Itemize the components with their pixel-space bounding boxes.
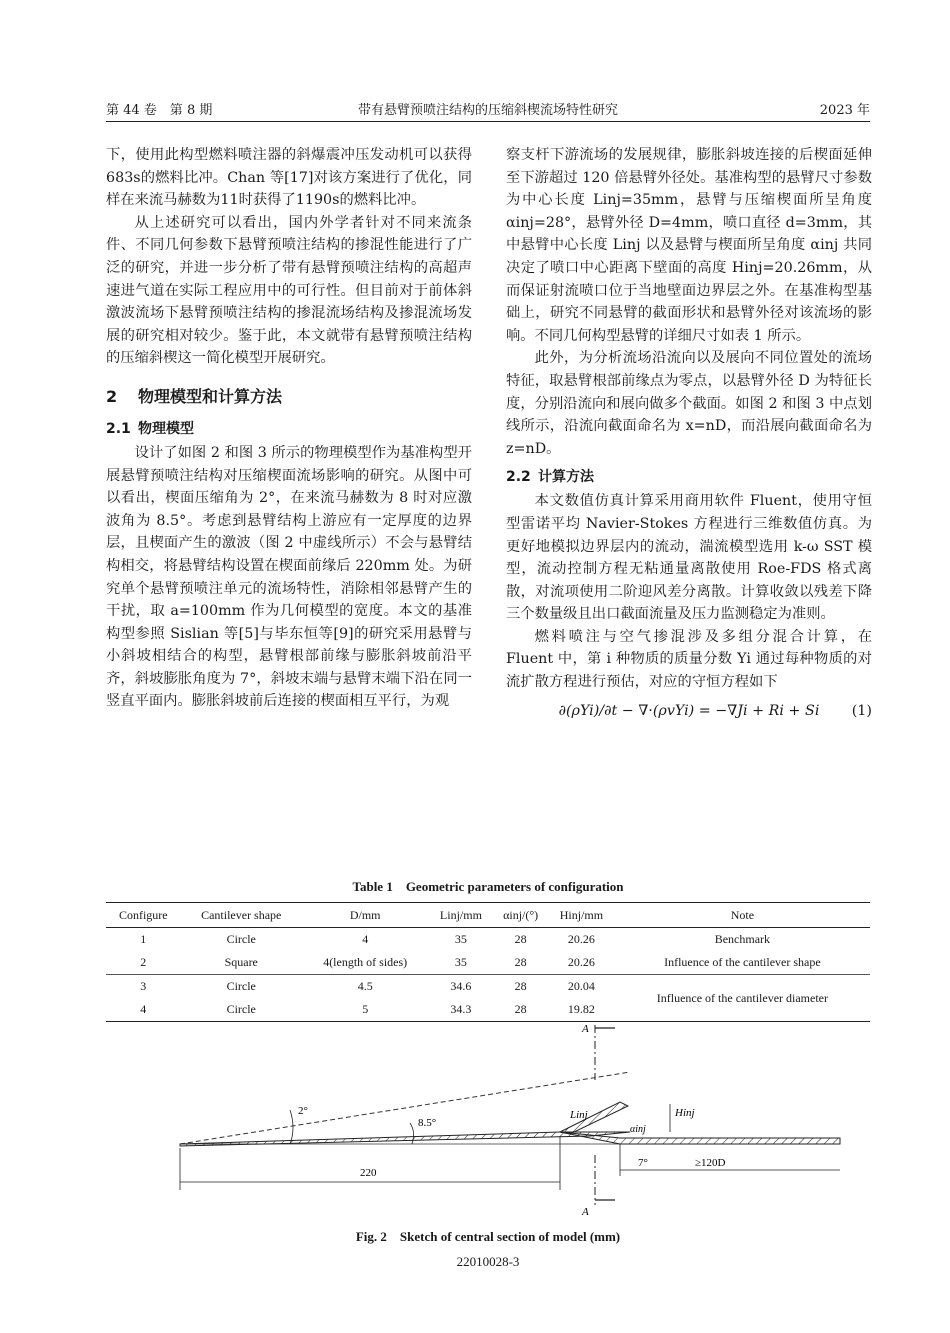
col-header: αinj/(°) [493,903,548,928]
journal-volume: 第 44 卷 第 8 期 [106,103,213,118]
label-h: Hinj [675,1107,695,1119]
table-header-row [106,903,870,928]
section-heading: 2 物理模型和计算方法 [106,386,283,406]
paragraph: 从上述研究可以看出，国内外学者针对不同来流条件、不同几何参数下悬臂预喷注结构的掺混性能进行了广泛的研究，并进一步分析了带有悬臂预喷注结构的高超声速进气道在实际工程应用中的可行性。但目前对于前体斜激波流场下悬臂预喷注结构的掺混流场结构及掺混流场发展的研究相对较少。鉴于此，本文就带有悬臂预喷注结构的压缩斜楔这一简化模型开展研究。 [106,214,472,367]
dim-220-label: 220 [360,1167,377,1179]
subsection-heading: 2.1 物理模型 [106,420,194,437]
table-row: 3 Circle 4.5 34.6 28 20.04 Influence of the cantilever diameter [106,975,870,999]
col-header: D/mm [302,903,429,928]
figure-model-sketch [150,1020,850,1225]
table-row: 4 Circle 5 34.3 28 19.82 [106,998,870,1022]
right-column [506,144,872,722]
table-row: 2 Square 4(length of sides) 35 28 20.26 Influence of the cantilever shape [140,955,821,969]
parameters-table [106,902,870,1022]
angle-wedge-label: 2° [298,1105,308,1117]
col-header: Cantilever shape [181,903,302,928]
journal-year: 2023 年 [819,103,870,118]
page-number: 22010028-3 [456,1254,520,1269]
paragraph: 燃料喷注与空气掺混涉及多组分混合计算，在 Fluent 中，第 i 种物质的质量分数 Yi 通过每种物质的对流扩散方程进行预估，对应的守恒方程如下 [506,628,872,691]
table-row: 1 Circle 4 35 28 20.26 Benchmark [140,932,771,946]
equation-number: (1) [851,702,872,719]
running-header [106,97,870,122]
subsection-heading: 2.2 计算方法 [506,469,594,486]
label-a-bottom: A [582,1206,589,1218]
label-l: Linj [570,1109,588,1121]
angle-shock-label: 8.5° [418,1117,437,1129]
paragraph: 下，使用此构型燃料喷注器的斜爆震冲压发动机可以获得683s的燃料比冲。Chan 等[17]对该方案进行了优化，同样在来流马赫数为11时获得了1190s的燃料比冲。 [106,147,472,209]
dim-120d-label: ≥120D [695,1157,726,1169]
angle-ramp-label: 7° [638,1157,648,1169]
angle-arc [290,1110,293,1144]
col-header: Note [615,903,870,928]
col-header: Configure [106,903,181,928]
col-header: Hinj/mm [548,903,615,928]
table-caption: Table 1 Geometric parameters of configuration [352,879,624,894]
paragraph: 此外，为分析流场沿流向以及展向不同位置处的流场特征，取悬臂根部前缘点为零点，以悬臂外径 D 为特征长度，分别沿流向和展向做多个截面。如图 2 和图 3 中点划线所示，沿流向截面命名为 x=nD，而沿展向截面命名为 z=nD。 [506,350,872,457]
paragraph: 设计了如图 2 和图 3 所示的物理模型作为基准构型开展悬臂预喷注结构对压缩楔面流场影响的研究。从图中可以看出，楔面压缩角为 2°，在来流马赫数为 8 时对应激波角为 8.5°。考虑到悬臂结构上游应有一定厚度的边界层，且楔面产生的激波（图 2 中虚线所示）不会与悬臂结构相交，将悬臂结构设置在楔面前缘后 220mm 处。为研究单个悬臂预喷注单元的流场特性，消除相邻悬臂产生的干扰，取 a=100mm 作为几何模型的宽度。本文的基准构型参照 Sislian 等[5]与毕东恒等[9]的研究采用悬臂与小斜坡相结合的构型，悬臂根部前缘与膨胀斜坡前沿平齐，斜坡膨胀角度为 7°，斜坡末端与悬臂末端下沿在同一竖直平面内。膨胀斜坡前后连接的楔面相互平行，为观 [106,444,472,710]
equation: ∂(ρYi)/∂t − ∇·(ρvYi) = −∇Ji + Ri + Si (1) [506,700,872,723]
paragraph: 本文数值仿真计算采用商用软件 Fluent，使用守恒型雷诺平均 Navier-Stokes 方程进行三维数值仿真。为更好地模拟边界层内的流动，湍流模型选用 k-ω SST 模型，流动控制方程无粘通量离散使用 Roe-FDS 格式离散，对流项使用二阶迎风差分离散。计算收敛以残差下降三个数量级且出口截面流量及压力监测稳定为准则。 [506,493,872,623]
left-column [106,144,472,713]
figure-caption: Fig. 2 Sketch of central section of model (mm) [355,1229,621,1244]
col-header: Linj/mm [429,903,494,928]
paragraph: 察支杆下游流场的发展规律，膨胀斜坡连接的后楔面延伸至下游超过 120 倍悬臂外径处。基准构型的悬臂尺寸参数为中心长度 Linj=35mm，悬臂与压缩楔面所呈角度 αinj=28°，悬臂外径 D=4mm，喷口直径 d=3mm，其中悬臂中心长度 Linj 以及悬臂与楔面所呈角度 αinj 共同决定了喷口中心距离下壁面的高度 Hinj=20.26mm，从而保证射流喷口位于当地壁面边界层之外。在基准构型基础上，研究不同悬臂的截面形状和悬臂外径对该流场的影响。不同几何构型悬臂的详细尺寸如表 1 所示。 [506,147,872,344]
label-a-top: A [582,1023,589,1035]
running-title: 带有悬臂预喷注结构的压缩斜楔流场特性研究 [357,103,618,118]
label-alpha: αinj [630,1124,646,1135]
